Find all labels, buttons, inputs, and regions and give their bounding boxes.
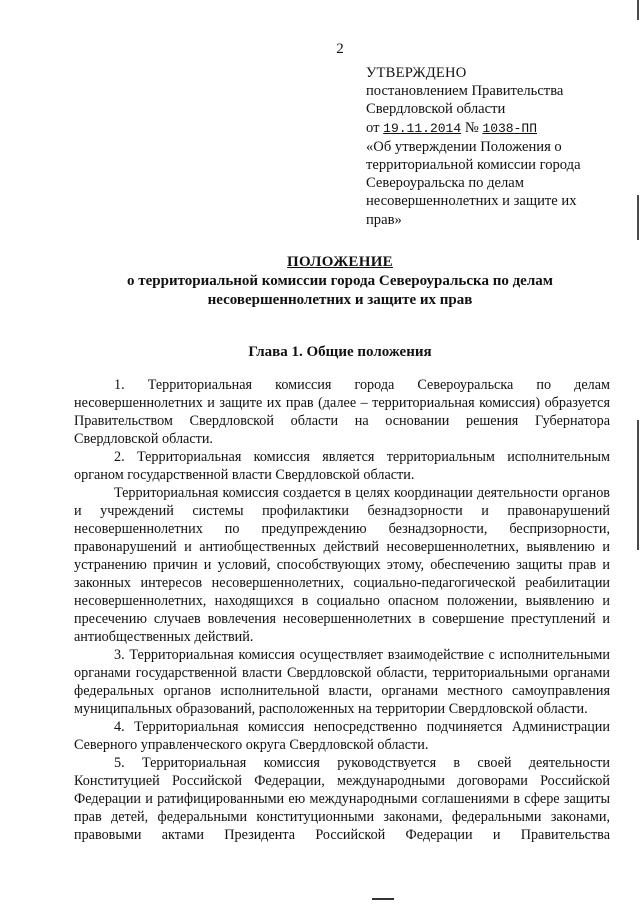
approval-stamp xyxy=(366,64,606,229)
paragraph: 5. Территориальная комиссия руководствуется в своей деятельности Конституцией Российской Федерации, международными договорами Российской Федерации и ратифицированными ею международными соглашениями в сфере защиты прав детей, федеральными конституционными законами, федеральными законами, правовыми актами Президента Российской Федерации и Правительства xyxy=(74,755,610,843)
approval-line: Свердловской области xyxy=(366,101,506,118)
page-number: 2 xyxy=(336,41,344,57)
paragraph: 4. Территориальная комиссия непосредственно подчиняется Администрации Северного управленческого округа Свердловской области. xyxy=(74,719,610,753)
paragraph: 2. Территориальная комиссия является территориальным исполнительным органом государственной власти Свердловской области. xyxy=(74,449,610,483)
scan-edge-mark xyxy=(637,420,639,550)
title-subtitle: о территориальной комиссии города Североуральска по делам несовершеннолетних и защите их прав xyxy=(127,273,553,308)
approval-number: 1038-ПП xyxy=(482,120,538,136)
approval-line: постановлением Правительства xyxy=(366,83,564,100)
approval-date-line xyxy=(366,119,606,138)
scan-edge-mark xyxy=(637,0,639,20)
title-main: ПОЛОЖЕНИЕ xyxy=(287,254,393,270)
approval-subject: «Об утверждении Положения о территориальной комиссии города Североуральска по делам несовершеннолетних и защите их прав» xyxy=(366,138,581,228)
number-prefix: № xyxy=(464,119,479,136)
chapter-title: Глава 1. Общие положения xyxy=(248,344,432,360)
date-prefix: от xyxy=(366,119,380,136)
paragraph: 3. Территориальная комиссия осуществляет взаимодействие с исполнительными органами государственной власти Свердловской области, территориальными органами федеральных органов исполнительной власти, органами местного самоуправления муниципальных образований, расположенных на территории Свердловской области. xyxy=(74,647,610,717)
scan-edge-mark xyxy=(637,195,639,240)
approval-date: 19.11.2014 xyxy=(383,120,462,136)
paragraph: Территориальная комиссия создается в целях координации деятельности органов и учреждений системы профилактики безнадзорности и правонарушений несовершеннолетних по предупреждению безнадзорности, беспризорности, правонарушений и антиобщественных действий несовершеннолетних, выявлению и устранению причин и условий, способствующих этому, обеспечению защиты прав и законных интересов несовершеннолетних, социально-педагогической реабилитации несовершеннолетних, находящихся в социально опасном положении, выявлению и пресечению случаев вовлечения несовершеннолетних в совершение преступлений и антиобщественных действий. xyxy=(74,485,610,645)
paragraph: 1. Территориальная комиссия города Североуральска по делам несовершеннолетних и защите их прав (далее – территориальная комиссия) образуется Правительством Свердловской области на основании решения Губернатора Свердловской области. xyxy=(74,377,610,447)
scan-bottom-mark xyxy=(372,898,394,900)
document-title xyxy=(80,253,600,310)
body-text xyxy=(74,376,610,844)
approval-heading: УТВЕРЖДЕНО xyxy=(366,65,467,81)
